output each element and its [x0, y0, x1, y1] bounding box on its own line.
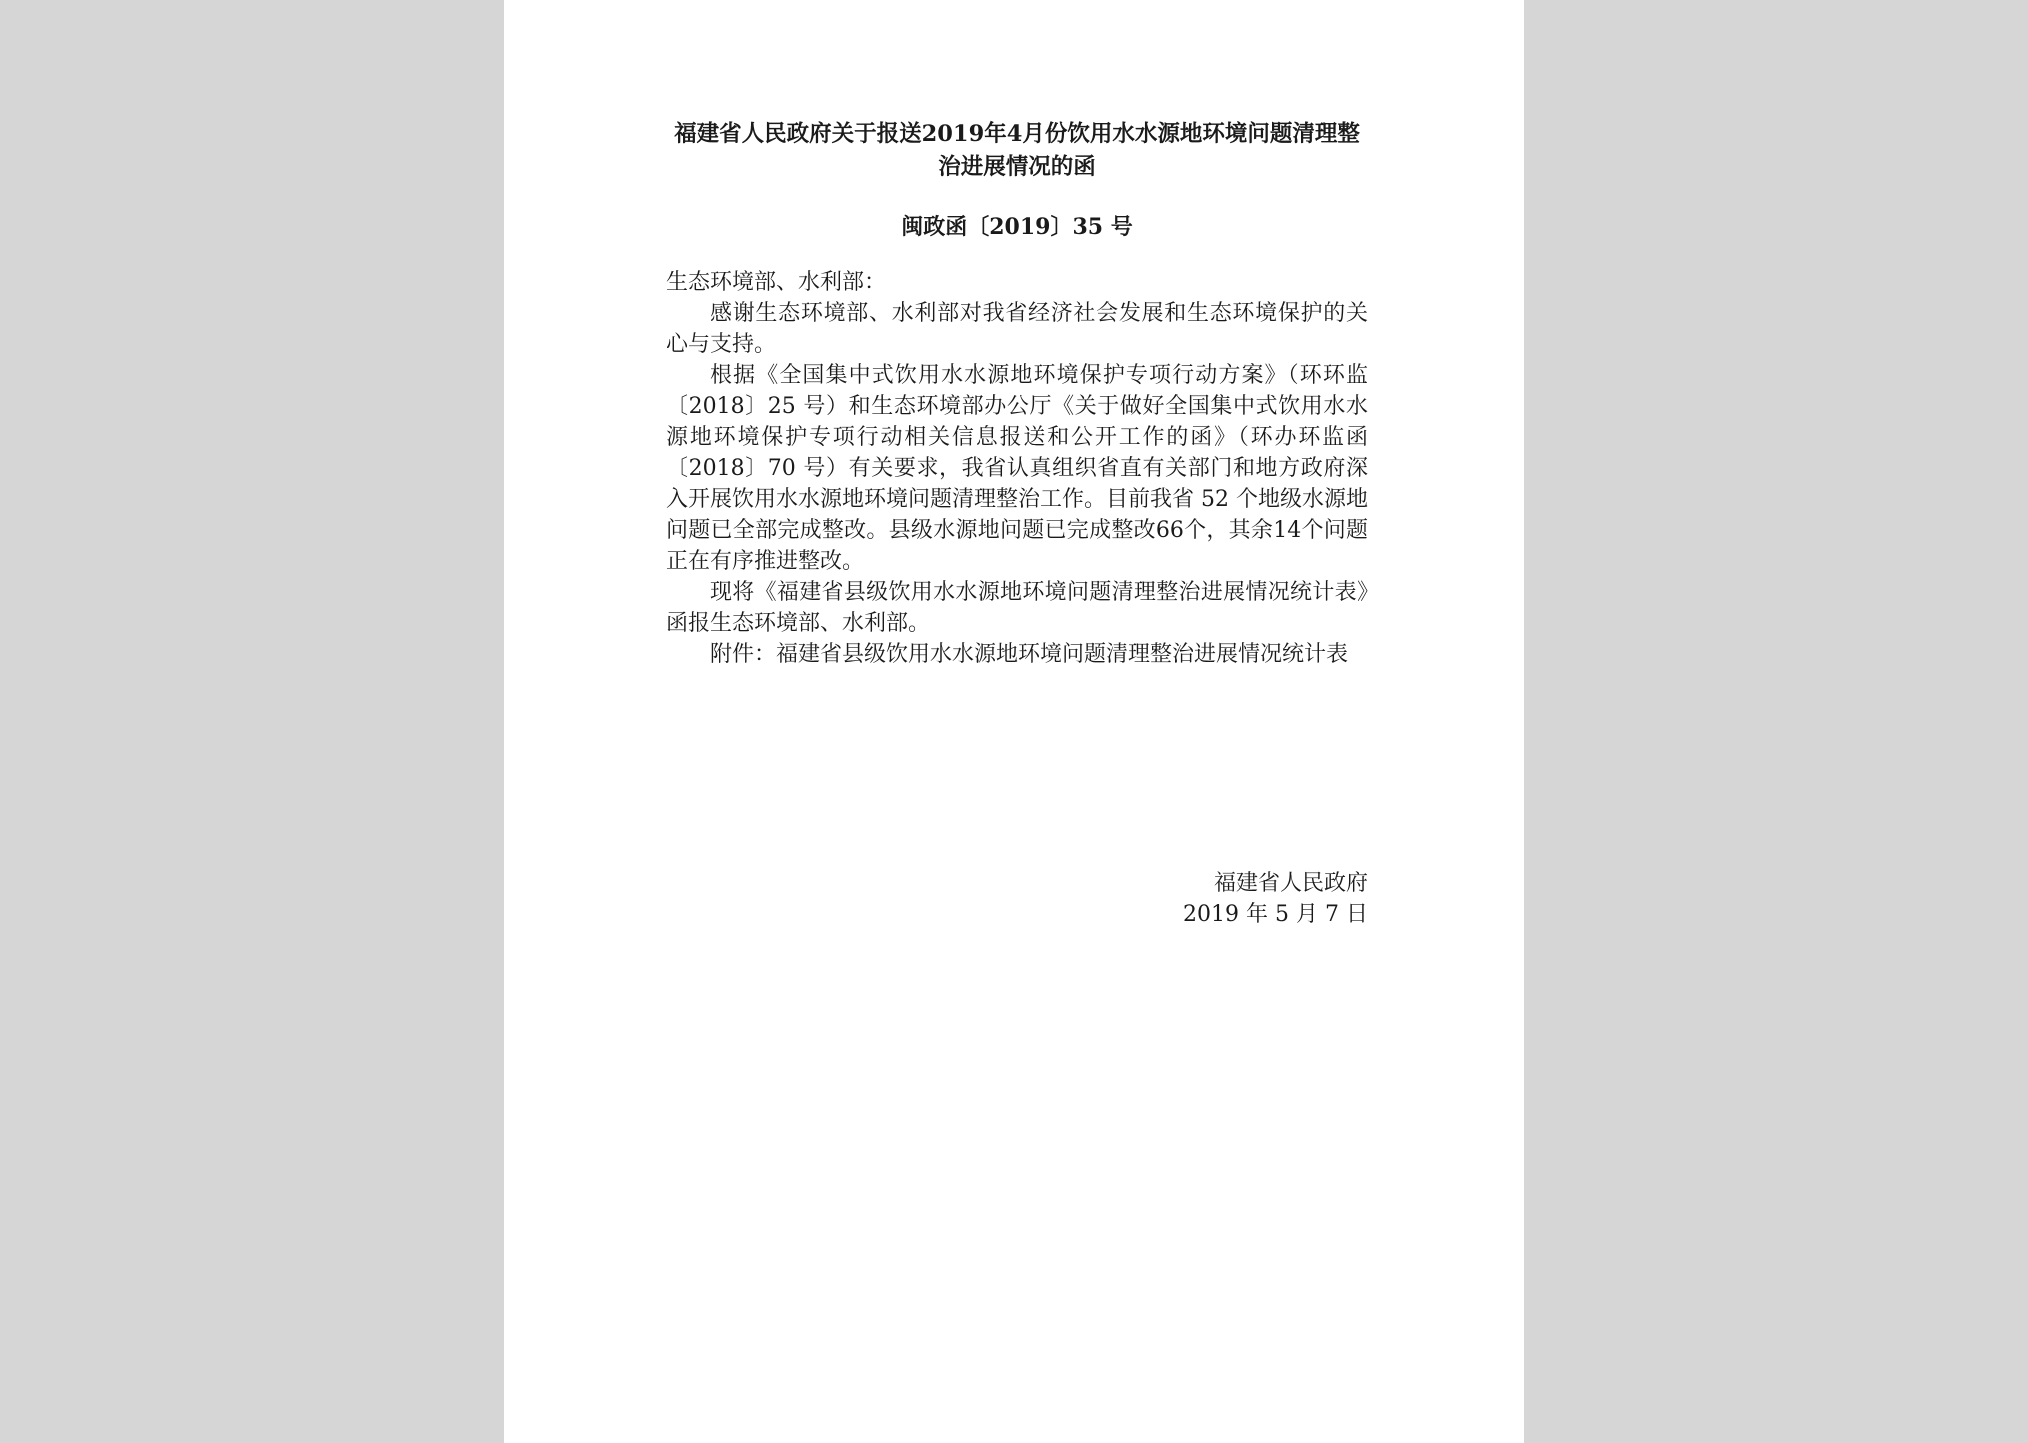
- signature-date: 2019 年 5 月 7 日: [1183, 902, 1368, 927]
- document-title: 福建省人民政府关于报送2019年4月份饮用水水源地环境问题清理整治进展情况的函: [674, 121, 1360, 180]
- document-body: [666, 118, 1368, 670]
- signature-block: [666, 868, 1368, 930]
- paragraph-thanks: 感谢生态环境部、水利部对我省经济社会发展和生态环境保护的关心与支持。: [666, 301, 1368, 357]
- paragraph-report: 现将《福建省县级饮用水水源地环境问题清理整治进展情况统计表》函报生态环境部、水利部。: [666, 580, 1368, 636]
- paragraph-basis: 根据《全国集中式饮用水水源地环境保护专项行动方案》（环环监〔2018〕25 号）和生态环境部办公厅《关于做好全国集中式饮用水水源地环境保护专项行动相关信息报送和公开工作的函》（环办环监函〔2018〕70 号）有关要求，我省认真组织省直有关部门和地方政府深入开展饮用水水源地环境问题清理整治工作。目前我省 52 个地级水源地问题已全部完成整改。县级水源地问题已完成整改66个，其余14个问题正在有序推进整改。: [666, 363, 1368, 574]
- document-number: 闽政函〔2019〕35 号: [901, 214, 1133, 240]
- document-page: [504, 0, 1524, 1443]
- signature-organization: 福建省人民政府: [1213, 871, 1368, 896]
- paragraph-attachment: 附件：福建省县级饮用水水源地环境问题清理整治进展情况统计表: [710, 642, 1349, 667]
- salutation: 生态环境部、水利部：: [666, 270, 887, 295]
